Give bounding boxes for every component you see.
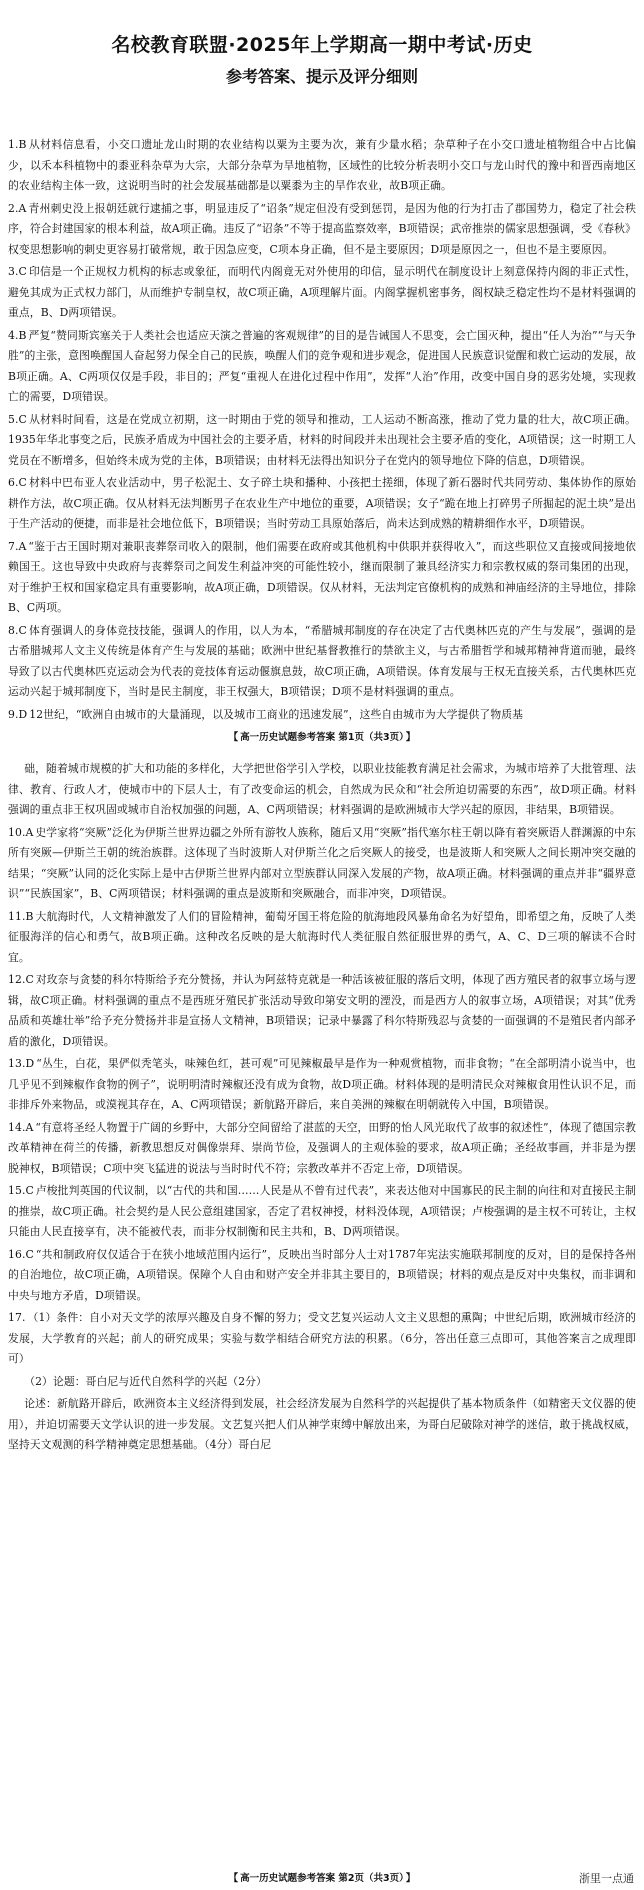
answer-text: 材料中巴布亚人农业活动中，男子松泥土、女子碎土块和播种、小孩把土搓细，体现了新石器时代共同劳动、集体协作的原始耕作方法，故C项正确。仅从材料无法判断男子在农业生产中地位的重要，A项错误；女子“跪在地上打碎男子所掘起的泥土块”是出于生产活动的便捷，而非是社会地位低下，B项错误；当时劳动工具原始落后，尚未达到成熟的精耕细作水平，D项错误。	[8, 476, 636, 530]
answer-text: 对玫奈与贪婪的科尔特斯给予充分赞扬，并认为阿兹特克就是一种活该被征服的落后文明，体现了西方殖民者的叙事立场与逻辑，故C项正确。材料强调的重点不是西班牙殖民扩张活动导致印第安文明的湮没，而是西方人的叙事立场，A项错误；对其“优秀品质和英雄壮举”给予充分赞扬并非是宣扬人文精神，B项错误；记录中暴露了科尔特斯残忍与贪婪的一面强调的不是殖民者内部矛盾的激化，D项错误。	[8, 973, 636, 1048]
answer-number: 8.C	[8, 623, 27, 637]
answer-number: 13.D	[8, 1057, 35, 1070]
page-footer-1: 【 高一历史试题参考答案 第1页（共3页） 】	[228, 732, 416, 743]
answer-number: 4.B	[8, 328, 27, 342]
answer-paragraph	[8, 1054, 636, 1116]
watermark-text: 浙里一点通	[579, 1872, 634, 1885]
answer-number: 15.C	[8, 1184, 34, 1197]
answer-text: “丛生，白花，果俨似秃笔头，味辣色红，甚可观”可见辣椒最早是作为一种观赏植物，而非食物；“在全部明清小说当中，也几乎见不到辣椒作食物的例子”，说明明清时辣椒还没有成为食物，故D项正确。材料体现的是明清民众对辣椒食用性认识不足，而非排斥外来物品，或漠视其存在，A、C两项错误；新航路开辟后，来自美洲的辣椒在明朝就传入中国，B项错误。	[8, 1057, 636, 1111]
answer-text: （2）论题：哥白尼与近代自然科学的兴起（2分）	[24, 1374, 267, 1388]
answer-text: 论述：新航路开辟后，欧洲资本主义经济得到发展，社会经济发展为自然科学的兴起提供了基本物质条件（如精密天文仪器的使用），并迫切需要天文学认识的进一步发展。文艺复兴把人们从神学束缚中解放出来，为哥白尼破除对神学的迷信，敢于挑战权威，坚持天文观测的科学精神奠定思想基础。（4分）哥白尼	[8, 1397, 636, 1451]
answer-text: （1）条件：自小对天文学的浓厚兴趣及自身不懈的努力；受文艺复兴运动人文主义思想的熏陶；中世纪后期，欧洲城市经济的发展，大学教育的兴起；前人的研究成果；实验与数学相结合研究方法的积累。（6分，答出任意三点即可，其他答案言之成理即可）	[8, 1311, 636, 1365]
answer-section-page1	[8, 135, 636, 725]
answer-paragraph	[8, 621, 636, 703]
page-footer-2: 【 高一历史试题参考答案 第2页（共3页） 】	[228, 1873, 416, 1884]
answer-paragraph	[8, 1181, 636, 1243]
answer-text: 从材料时间看，这是在党成立初期，这一时期由于党的领导和推动，工人运动不断高涨，推动了党力量的壮大，故C项正确。1935年华北事变之后，民族矛盾成为中国社会的主要矛盾，材料的时间段并未出现社会主要矛盾的变化，A项错误；这一时期工人党员在不断增多，但始终未成为党的主体，B项错误；由材料无法得出知识分子在党内的领导地位下降的信息，D项错误。	[8, 412, 636, 467]
footer-page-number: 第1页（共3页）	[338, 732, 404, 743]
answer-paragraph	[8, 410, 636, 472]
answer-text: 严复“赞同斯宾塞关于人类社会也适应天演之普遍的客观规律”的目的是告诫国人不思变，会亡国灭种，提出“任人为治”“与天争胜”的主张，意图唤醒国人奋起努力保全自己的民族，唤醒人们的竞争观和进步观念，促进国人民族意识觉醒和救亡运动的发展，故B项正确。A、C两项仅仅是手段，非目的；严复“重视人在进化过程中作用”，发挥“人治”作用，改变中国自身的恶劣处境，实现救亡的需要，D项错误。	[8, 328, 636, 403]
answer-number: 12.C	[8, 973, 34, 986]
answer-paragraph	[8, 1118, 636, 1180]
answer-text: 印信是一个正规权力机构的标志或象征，而明代内阁竟无对外使用的印信，显示明代在制度设计上刻意保持内阁的非正式性，避免其成为正式权力部门，从而维护专制皇权，故C项正确，A项理解片面。内阁掌握机密事务，阁权缺乏稳定性均不是材料强调的重点，B、D两项错误。	[8, 265, 636, 319]
answer-number: 17.	[8, 1311, 26, 1324]
answer-paragraph	[8, 1394, 636, 1456]
answer-paragraph	[8, 1308, 636, 1370]
answer-number: 10.A	[8, 825, 34, 839]
answer-text: “共和制政府仅仅适合于在狭小地域范围内运行”，反映出当时部分人士对1787年宪法实施联邦制度的反对，目的是保持各州的自治地位，故C项正确，A项错误。保障个人自由和财产安全并非其主要目的，B项错误；材料的观点是反对中央集权，而非调和中央与地方矛盾，D项错误。	[8, 1247, 636, 1302]
answer-paragraph	[8, 1372, 636, 1393]
answer-number: 5.C	[8, 412, 27, 426]
footer-page-number: 第2页（共3页）	[338, 1873, 404, 1884]
answer-text: “鉴于古王国时期对兼职丧葬祭司收入的限制，他们需要在政府或其他机构中供职并获得收入”，而这些职位又直接或间接地依赖国王。这也导致中央政府与丧葬祭司之间发生利益冲突的可能性较小，继而限制了兼具经济实力和宗教权威的祭司集团的出现，对于维护王权和国家稳定具有重要影响，故A项正确，D项错误。仅从材料，无法判定官僚机构的成熟和神庙经济的主导地位，排除B、C两项。	[8, 539, 636, 614]
footer-label: 高一历史试题参考答案	[240, 1873, 336, 1884]
answer-text: 体育强调人的身体竞技技能，强调人的作用，以人为本，“希腊城邦制度的存在决定了古代奥林匹克的产生与发展”，强调的是古希腊城邦人文主义传统是体育产生与发展的基础；欧洲中世纪基督教推行的禁欲主义，与古希腊哲学和城邦精神背道而驰，最终导致了以古代奥林匹克运动会为代表的竞技体育运动偃旗息鼓，故C项正确，A项错误。体育发展与王权无直接关系，古代奥林匹克运动兴起于城邦制度下，当时是民主制度，非王权强大，B项错误；D项不是材料强调的重点。	[8, 623, 636, 698]
answer-paragraph	[8, 199, 636, 261]
answer-number: 2.A	[8, 201, 27, 215]
answer-text: 大航海时代，人文精神激发了人们的冒险精神，葡萄牙国王将危险的航海地段风暴角命名为好望角，即希望之角，反映了人类征服海洋的信心和勇气，故B项正确。这种改名反映的是大航海时代人类征服自然征服世界的勇气，A、C、D三项的解读不合时宜。	[8, 909, 636, 964]
answer-paragraph	[8, 970, 636, 1052]
answer-paragraph	[8, 907, 636, 969]
footer-label: 高一历史试题参考答案	[240, 732, 336, 743]
answer-paragraph	[8, 823, 636, 905]
answer-number: 16.C	[8, 1247, 34, 1261]
answer-number: 9.D	[8, 707, 28, 721]
answer-section-page2	[8, 759, 636, 1456]
answer-number: 14.A	[8, 1120, 34, 1134]
answer-text: “有意将圣经人物置于广阔的乡野中，大部分空间留给了湛蓝的天空，田野的怡人风光取代了故事的叙述性”，体现了德国宗教改革精神在荷兰的传播，新教思想反对偶像崇拜、崇尚节俭，及强调人的主观体验的要求，故A项正确；圣经故事画，并非是为摆脱神权，B项错误；C项中突飞猛进的说法与当时时代不符；宗教改革并不否定上帝，D项错误。	[8, 1120, 636, 1175]
answer-paragraph	[8, 1245, 636, 1307]
page-subtitle: 参考答案、提示及评分细则	[225, 67, 418, 86]
answer-text: 卢梭批判英国的代议制，以“古代的共和国……人民是从不曾有过代表”，来表达他对中国寡民的民主制的向往和对直接民主制的推崇，故C项正确。社会契约是人民公意组建国家，否定了君权神授，材料没体现，A项错误；卢梭强调的是主权不可转让，主权只能由人民直接享有，决不能被代表，而非分权制衡和民主共和，B、D两项错误。	[8, 1184, 636, 1238]
answer-paragraph	[8, 326, 636, 408]
answer-text: 从材料信息看，小交口遗址龙山时期的农业结构以粟为主要为次，兼有少量水稻；杂草种子在小交口遗址植物组合中占比偏少，以禾本科植物中的黍亚科杂草为大宗，大部分杂草为旱地植物，区域性的比较分析表明小交口与龙山时代的豫中和晋西南地区的农业结构主体一致，这说明当时的社会发展基础都是以粟黍为主的旱作农业，故B项正确。	[8, 138, 636, 192]
answer-number: 3.C	[8, 265, 27, 278]
answer-number: 1.B	[8, 138, 27, 151]
answer-number: 7.A	[8, 539, 27, 553]
answer-paragraph	[8, 135, 636, 197]
answer-text: 青州刺史没上报朝廷就行逮捕之事，明显违反了“诏条”规定但没有受到惩罚，是因为他的行为打击了郡国势力，稳定了社会秩序，符合封建国家的根本利益，故A项正确。违反了“诏条”不等于提高监察效率，B项错误；武帝推崇的儒家思想强调，受《春秋》权变思想影响的刺史更容易打破常规，敢于因急应变，C项本身正确，但不是主要原因；D项是原因之一，但也不是主要原因。	[8, 201, 636, 256]
answer-paragraph	[8, 537, 636, 619]
answer-text: 史学家将“突厥”泛化为伊斯兰世界边疆之外所有游牧人族称，随后又用“突厥”指代塞尔柱王朝以降有着突厥语人群渊源的中东所有突厥—伊斯兰王朝的统治族群。这体现了当时波斯人对伊斯兰化之后突厥人的接受，也是波斯人和突厥人之间长期冲突交融的结果；“突厥”认同的泛化实际上是中古伊斯兰世界内部对立型族群认同深入发展的产物，故A项正确。材料强调的重点并非“疆界意识”“民族国家”，B、C两项错误；材料强调的重点是波斯和突厥融合，而非冲突，D项错误。	[8, 825, 636, 900]
answer-text: 础，随着城市规模的扩大和功能的多样化，大学把世俗学引入学校，以职业技能教育满足社会需求，为城市培养了大批管理、法律、教育、行政人才，使城市中的下层人士，有了改变命运的机会，自然成为民众和“社会所迫切需要的东西”，故D项正确。材料强调的重点非王权巩固或城市自治权加强的问题，A、C两项错误；材料强调的是欧洲城市大学兴起的原因，非结果，B项错误。	[8, 762, 636, 816]
page-title: 名校教育联盟·2025年上学期高一期中考试·历史	[111, 34, 533, 56]
answer-paragraph	[8, 705, 636, 726]
answer-number: 11.B	[8, 909, 34, 923]
answer-text: 12世纪，“欧洲自由城市的大量涌现，以及城市工商业的迅速发展”，这些自由城市为大学提供了物质基	[29, 707, 524, 721]
answer-paragraph	[8, 759, 636, 821]
answer-paragraph	[8, 473, 636, 535]
answer-paragraph	[8, 262, 636, 324]
answer-number: 6.C	[8, 476, 27, 489]
